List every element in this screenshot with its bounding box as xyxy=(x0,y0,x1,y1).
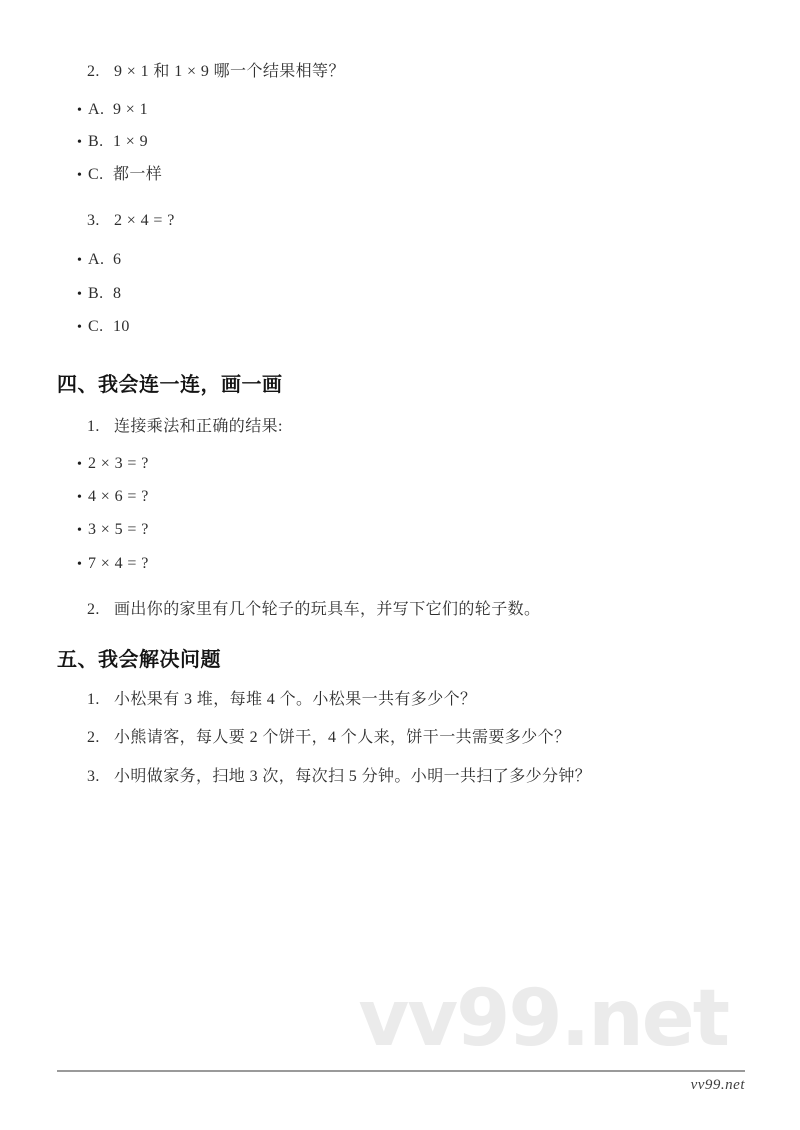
task-number: 2. xyxy=(87,601,100,618)
option-text: 都一样 xyxy=(113,166,163,183)
option-text: 9 × 1 xyxy=(113,101,149,118)
question-number: 3. xyxy=(87,212,100,229)
equation-item xyxy=(57,487,745,508)
bullet-icon: • xyxy=(77,287,83,302)
problem-item xyxy=(57,728,745,748)
bullet-icon: • xyxy=(77,490,83,505)
bullet-icon: • xyxy=(77,320,83,335)
option-text: 8 xyxy=(113,285,122,302)
problem-text: 小熊请客，每人要 2 个饼干，4 个人来，饼干一共需要多少个？ xyxy=(114,729,571,746)
question-text: 9 × 1 和 1 × 9 哪一个结果相等？ xyxy=(114,63,345,80)
section-four-heading: 四、我会连一连，画一画 xyxy=(57,374,283,396)
problem-number: 2. xyxy=(87,729,100,746)
option-text: 10 xyxy=(113,318,130,335)
option-item xyxy=(57,284,745,305)
equation-text: 2 × 3 = ? xyxy=(88,455,149,472)
problem-item xyxy=(57,690,745,710)
question-text: 2 × 4 = ? xyxy=(114,212,175,229)
option-item xyxy=(57,317,745,338)
question-number: 2. xyxy=(87,63,100,80)
question-item xyxy=(57,62,745,82)
equation-text: 4 × 6 = ? xyxy=(88,488,149,505)
problem-text: 小松果有 3 堆，每堆 4 个。小松果一共有多少个？ xyxy=(114,691,477,708)
section-five-heading: 五、我会解决问题 xyxy=(57,649,221,671)
equation-text: 3 × 5 = ? xyxy=(88,521,149,538)
option-label: B. xyxy=(88,133,104,150)
task-text: 连接乘法和正确的结果: xyxy=(114,418,283,435)
problem-number: 1. xyxy=(87,691,100,708)
option-label: A. xyxy=(88,251,105,268)
option-item xyxy=(57,165,745,186)
task-number: 1. xyxy=(87,418,100,435)
equation-item xyxy=(57,554,745,575)
watermark-text: vv99.net xyxy=(358,974,728,1064)
bullet-icon: • xyxy=(77,253,83,268)
problem-text: 小明做家务，扫地 3 次，每次扫 5 分钟。小明一共扫了多少分钟？ xyxy=(114,768,592,785)
option-item xyxy=(57,250,745,271)
option-label: C. xyxy=(88,318,104,335)
bullet-icon: • xyxy=(77,135,83,150)
bullet-icon: • xyxy=(77,103,83,118)
bullet-icon: • xyxy=(77,557,83,572)
option-item xyxy=(57,100,745,121)
option-label: A. xyxy=(88,101,105,118)
equation-text: 7 × 4 = ? xyxy=(88,555,149,572)
equation-item xyxy=(57,520,745,541)
worksheet-content xyxy=(0,62,800,787)
footer-divider xyxy=(57,1070,745,1072)
option-label: C. xyxy=(88,166,104,183)
footer-site-text: vv99.net xyxy=(690,1077,745,1093)
equation-item xyxy=(57,454,745,475)
question-item xyxy=(57,211,745,231)
bullet-icon: • xyxy=(77,457,83,472)
problem-number: 3. xyxy=(87,768,100,785)
option-text: 1 × 9 xyxy=(113,133,149,150)
bullet-icon: • xyxy=(77,523,83,538)
option-text: 6 xyxy=(113,251,122,268)
option-item xyxy=(57,132,745,153)
bullet-icon: • xyxy=(77,168,83,183)
task-text: 画出你的家里有几个轮子的玩具车，并写下它们的轮子数。 xyxy=(114,601,541,618)
task-item xyxy=(57,600,745,620)
option-label: B. xyxy=(88,285,104,302)
problem-item xyxy=(57,767,745,787)
task-item xyxy=(57,417,745,437)
